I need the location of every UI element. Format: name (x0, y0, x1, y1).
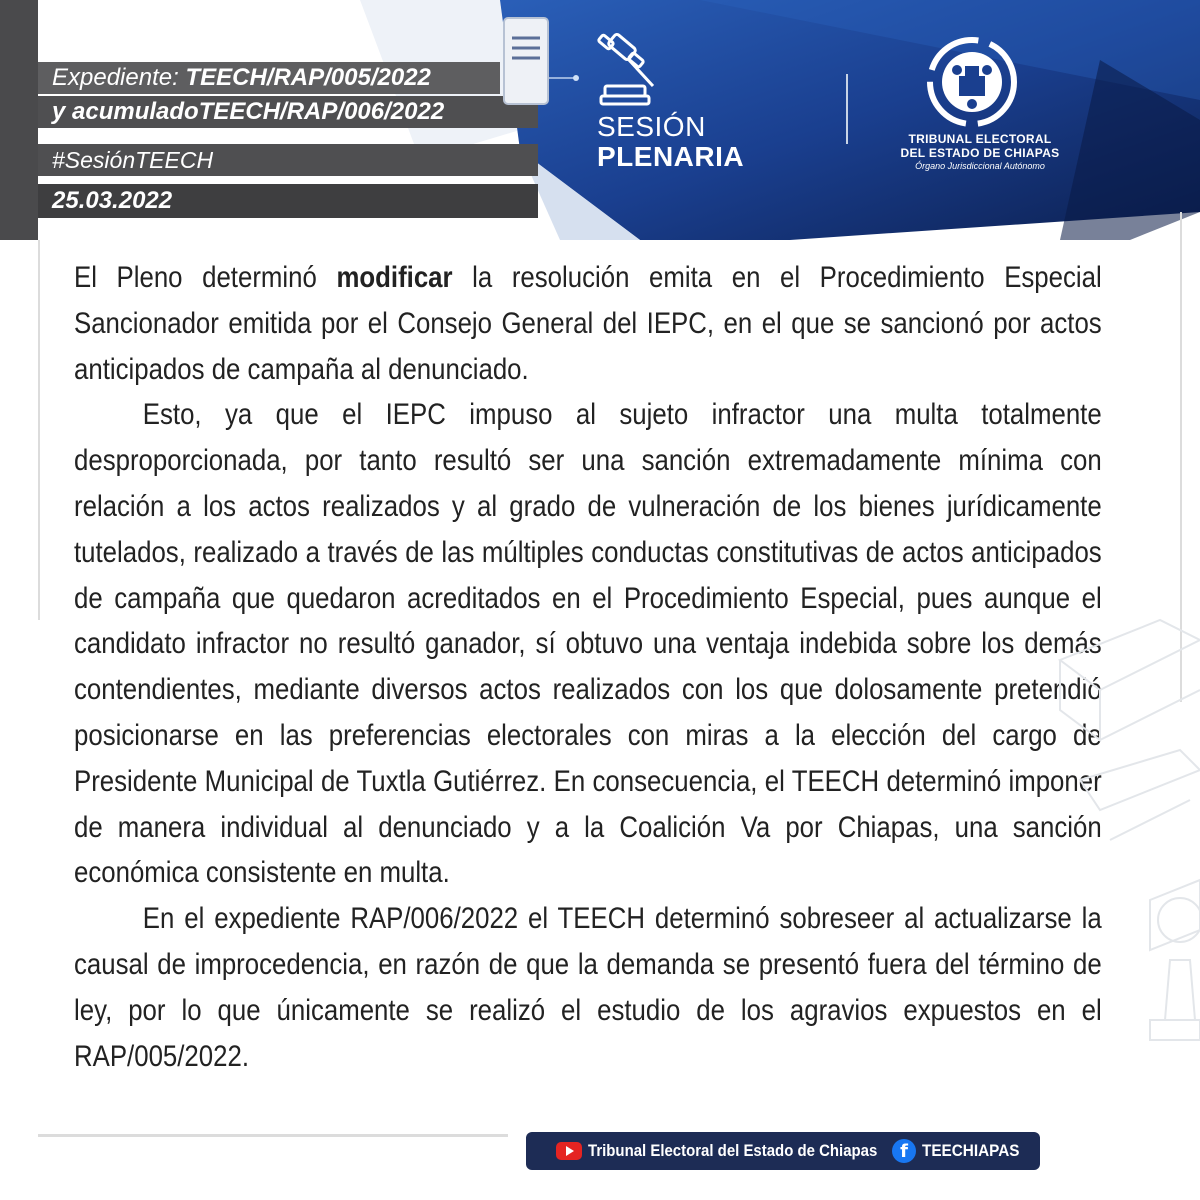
paragraph-3: En el expediente RAP/006/2022 el TEECH determinó sobreseer al actualizarse la causal de improcedencia, en razón de que la demanda se presentó fuera del término de ley, por lo que únicamente se realizó el estudio de los agravios expuestos en el RAP/005/2022. (74, 902, 1102, 1073)
youtube-icon[interactable] (556, 1142, 582, 1160)
frame-line-bottom (38, 1134, 508, 1137)
left-accent-bar (0, 0, 38, 240)
session-date: 25.03.2022 (38, 184, 538, 218)
social-footer (526, 1132, 1040, 1170)
case-number-line1: Expediente: TEECH/RAP/005/2022 (38, 62, 500, 94)
org-subtitle: Órgano Jurisdiccional Autónomo (915, 161, 1045, 171)
ruling-summary (74, 255, 1102, 1079)
org-name-line1: TRIBUNAL ELECTORAL (908, 132, 1052, 146)
paragraph-2: Esto, ya que el IEPC impuso al sujeto infractor una multa totalmente desproporcionada, por tanto resultó ser una sanción extremadamente mínima con relación a los actos realizados y al grado de vulneración de los bienes jurídicamente tutelados, realizado a través de las múltiples conductas constitutivas de actos anticipados de campaña que quedaron acreditados en el Procedimiento Especial, pues aunque el candidato infractor no resultó ganador, sí obtuvo una ventaja indebida sobre los demás contendientes, mediante diversos actos realizados con los que dolosamente pretendió posicionarse en las preferencias electorales con miras a la elección del cargo de Presidente Municipal de Tuxtla Gutiérrez. En consecuencia, el TEECH determinó imponer de manera individual al denunciado y a la Coalición Va por Chiapas, una sanción económica consistente en multa. (74, 398, 1102, 890)
session-label: SESIÓN (597, 111, 706, 142)
youtube-channel-link[interactable]: Tribunal Electoral del Estado de Chiapas (588, 1141, 878, 1160)
paragraph-1: El Pleno determinó modificar la resolución emita en el Procedimiento Especial Sancionador emitida por el Consejo General del IEPC, en el que se sancionó por actos anticipados de campaña al denunciado. (74, 261, 1102, 386)
plenary-label: PLENARIA (597, 141, 745, 172)
organization-name (885, 132, 1075, 172)
document-icon (502, 16, 550, 106)
frame-line-left (38, 240, 40, 620)
session-hashtag: #SesiónTEECH (38, 144, 538, 176)
header-divider (846, 74, 848, 144)
org-name-line2: DEL ESTADO DE CHIAPAS (900, 146, 1060, 160)
tribunal-logo-icon (921, 36, 1023, 128)
facebook-icon[interactable]: f (892, 1139, 916, 1163)
session-title-block (597, 30, 787, 172)
gavel-icon (597, 30, 663, 106)
emphasis-modificar: modificar (336, 261, 453, 294)
decorative-line-art (1040, 600, 1200, 1060)
case-number-line2: y acumuladoTEECH/RAP/006/2022 (38, 96, 538, 128)
facebook-page-link[interactable]: TEECHIAPAS (922, 1141, 1020, 1160)
